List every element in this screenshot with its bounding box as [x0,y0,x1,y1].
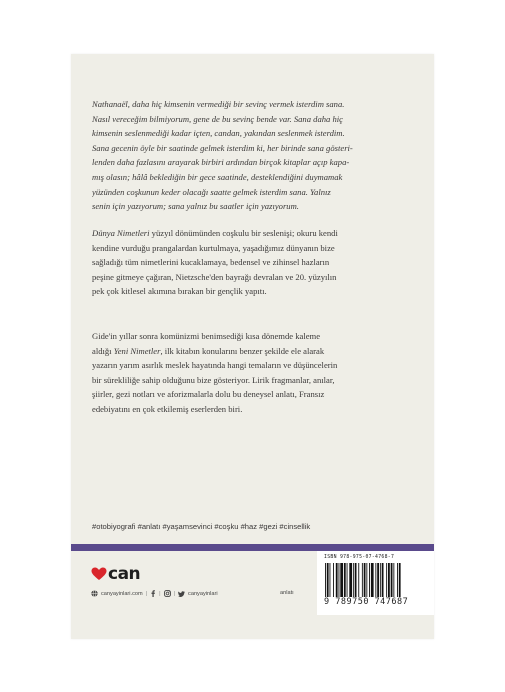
paragraph-line: peşine gitmeye çağıran, Nietzsche'den bayrağı devralan ve 20. yüzyılın [92,271,337,282]
back-cover [71,54,434,639]
divider: | [159,590,161,597]
social-handle[interactable]: canyayinlari [188,590,218,597]
instagram-icon[interactable] [164,590,171,597]
twitter-icon[interactable] [178,591,185,597]
paragraph-line: Dünya Nimetleri yüzyıl dönümünden coşkulu bir seslenişi; okuru kendi [92,228,338,238]
quote-line: kimsenin seslenmediği kadar içten, candan, yakından seslenmek isterdim. [92,128,345,139]
paragraph-line: yazarın yarım asırlık meslek hayatında hangi temaların ve düşüncelerin [92,360,338,371]
quote-line: Sana gecenin öyle bir saatinde gelmek isterdim ki, her birinde sana gösteri- [92,142,353,153]
paragraph-line: pek çok kitlesel akımına bırakan bir gençlik yapıtı. [92,286,267,297]
paragraph-line: aldığı Yeni Nimetler, ilk kitabın konularını benzer şekilde ele alarak [92,345,325,356]
isbn-label: ISBN 978-975-07-4768-7 [324,555,395,560]
paragraph-line: şiirler, gezi notları ve aforizmalarla dolu bu deneysel anlatı, Fransız [92,389,325,400]
paragraph-line: sağladığı tüm nimetlerini kucaklamaya, bedensel ve zihinsel hazların [92,257,330,268]
divider: | [173,590,176,597]
publisher-social-line [91,590,218,597]
paragraph-line: kendine vurduğu prangalardan kurtulmaya, yaşadığımız dünyanın bize [92,242,335,253]
quote-line: senin için yazıyorum; sana yalnız bu saatler için yazıyorum. [92,201,299,212]
description-paragraph-1 [92,226,414,299]
quote-line: Nathanaël, daha hiç kimsenin vermediği bir sevinç vermek isterdim sana. [92,99,345,109]
paragraph-line: bir sürekliliğe sahip olduğunu bize gösteriyor. Lirik fragmanlar, anılar, [92,374,335,385]
quote-line: mış olasın; hâlâ beklediğin bir gece saatinde, desteklendiğini duymamak [92,171,343,182]
barcode-icon [324,563,427,597]
book-title: Dünya Nimetleri [92,228,150,238]
logo-text: can [108,564,141,584]
paragraph-line: Gide'in yıllar sonra komünizmi benimsediği kısa dönemde kaleme [92,331,321,341]
quote-line: Nasıl vereceğim bilmiyorum, gene de bu sevinç bende var. Sana daha hiç [92,113,343,124]
barcode-digits: 9 789750 747687 [324,597,409,607]
description-paragraph-2 [92,329,414,417]
book-title: Yeni Nimetler [113,345,161,356]
globe-icon [91,590,98,597]
quote-line: yüzünden coşkunun keder olacağı saatte gelmek isterdim sana. Yalnız [92,186,331,197]
divider: | [145,590,148,597]
website-link[interactable]: canyayinlari.com [101,590,143,597]
facebook-icon[interactable] [150,590,156,597]
hashtags: #otobiyografi #anlatı #yaşamsevinci #coşku #haz #gezi #cinsellik [92,522,311,531]
quote-block [92,97,414,214]
isbn-barcode [317,551,434,615]
paragraph-line: edebiyatını en çok etkilemiş eserlerden biri. [92,403,243,414]
quote-line: lenden daha fazlasını arayarak birbiri ardından birçok kitaplar açıp kapa- [92,157,350,168]
heart-icon [91,567,107,581]
category-label: anlatı [280,590,294,596]
accent-bar [71,544,434,551]
publisher-logo [91,564,140,584]
